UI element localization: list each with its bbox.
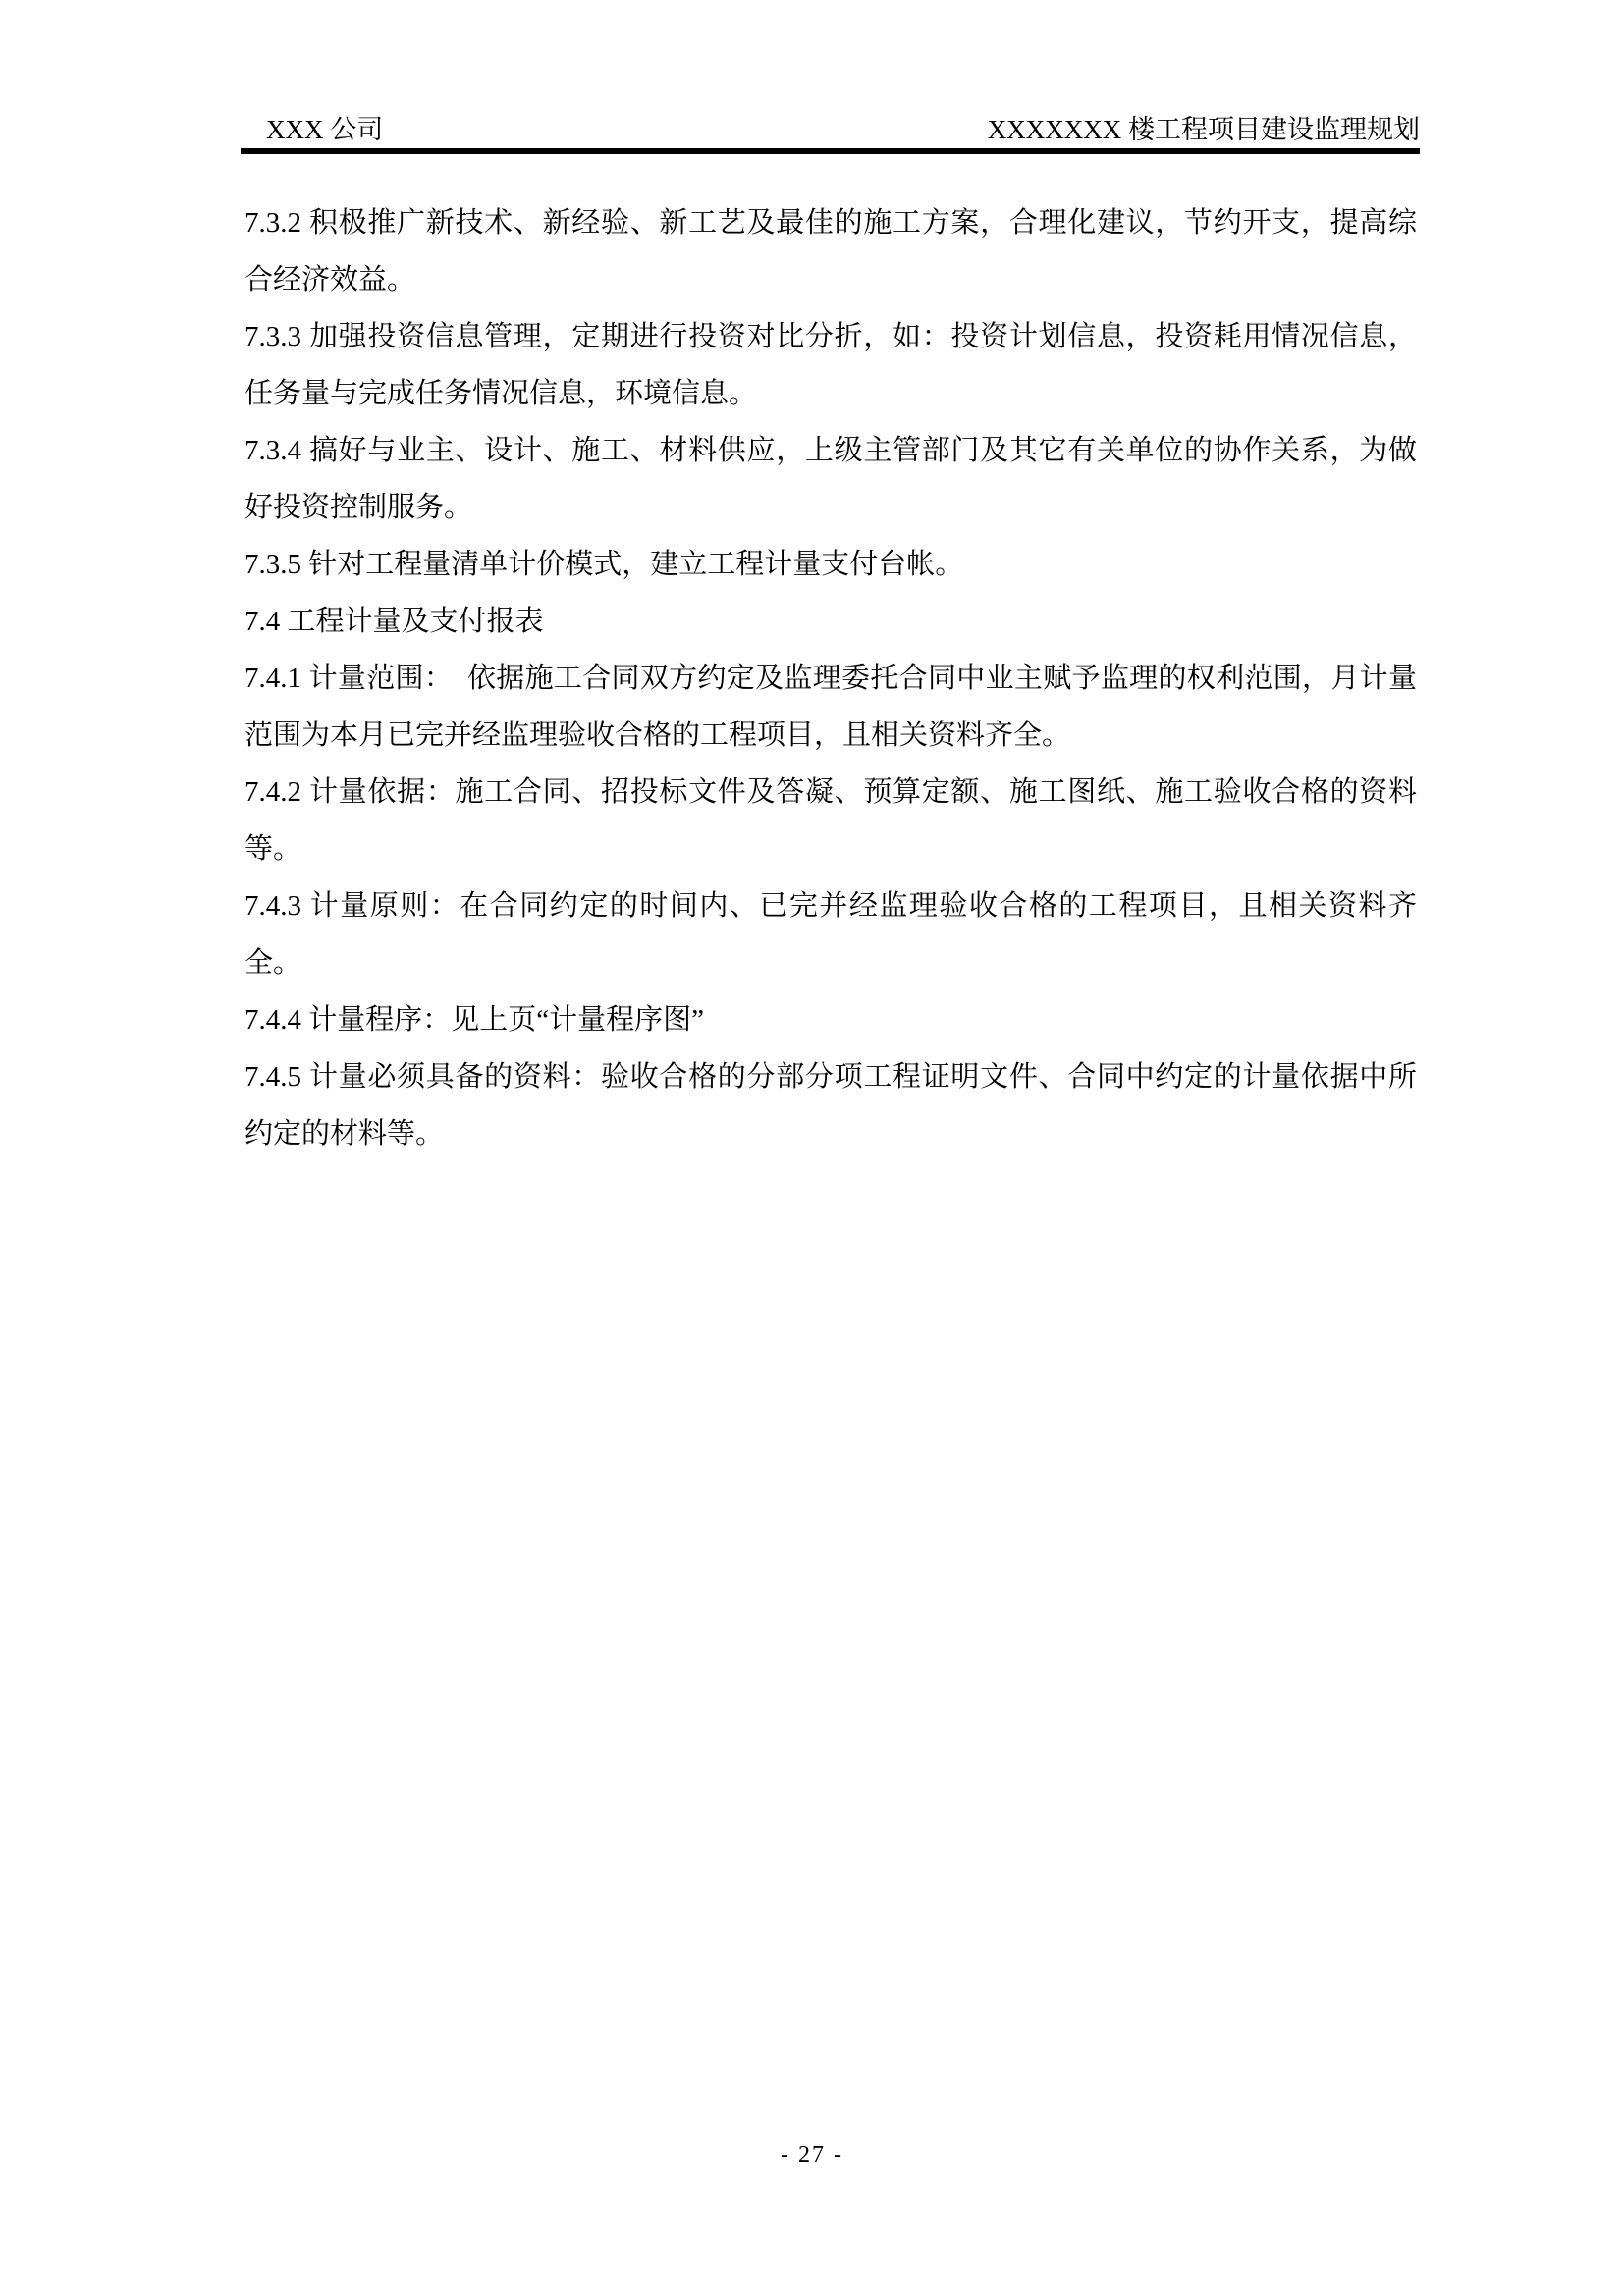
- paragraph-7-3-5: 7.3.5 针对工程量清单计价模式，建立工程计量支付台帐。: [244, 549, 964, 580]
- page-footer: [0, 2142, 1624, 2168]
- paragraph-7-4-4: 7.4.4 计量程序：见上页“计量程序图”: [244, 1004, 704, 1036]
- paragraph-7-3-3: 7.3.3 加强投资信息管理，定期进行投资对比分折，如：投资计划信息，投资耗用情况信息，任务量与完成任务情况信息，环境信息。: [244, 321, 1417, 409]
- paragraph-7-4-2: 7.4.2 计量依据：施工合同、招投标文件及答凝、预算定额、施工图纸、施工验收合格的资料等。: [244, 776, 1417, 865]
- paragraph-7-4-3: 7.4.3 计量原则：在合同约定的时间内、已完并经监理验收合格的工程项目，且相关资料齐全。: [244, 890, 1417, 979]
- page-number: - 27 -: [781, 2142, 843, 2167]
- page-header: [244, 114, 1420, 145]
- header-document-title: XXXXXXX 楼工程项目建设监理规划: [987, 115, 1420, 144]
- heading-7-4: 7.4 工程计量及支付报表: [244, 606, 544, 637]
- document-body: [244, 194, 1417, 1162]
- header-company-name: XXX 公司: [266, 115, 384, 144]
- paragraph-7-3-4: 7.3.4 搞好与业主、设计、施工、材料供应，上级主管部门及其它有关单位的协作关系，为做好投资控制服务。: [244, 435, 1417, 523]
- paragraph-7-3-2: 7.3.2 积极推广新技术、新经验、新工艺及最佳的施工方案，合理化建议，节约开支，提高综合经济效益。: [244, 207, 1417, 295]
- paragraph-7-4-1: 7.4.1 计量范围： 依据施工合同双方约定及监理委托合同中业主赋予监理的权利范围，月计量范围为本月已完并经监理验收合格的工程项目，且相关资料齐全。: [244, 663, 1417, 751]
- paragraph-7-4-5: 7.4.5 计量必须具备的资料：验收合格的分部分项工程证明文件、合同中约定的计量依据中所约定的材料等。: [244, 1061, 1417, 1149]
- header-divider-rule: [241, 148, 1420, 154]
